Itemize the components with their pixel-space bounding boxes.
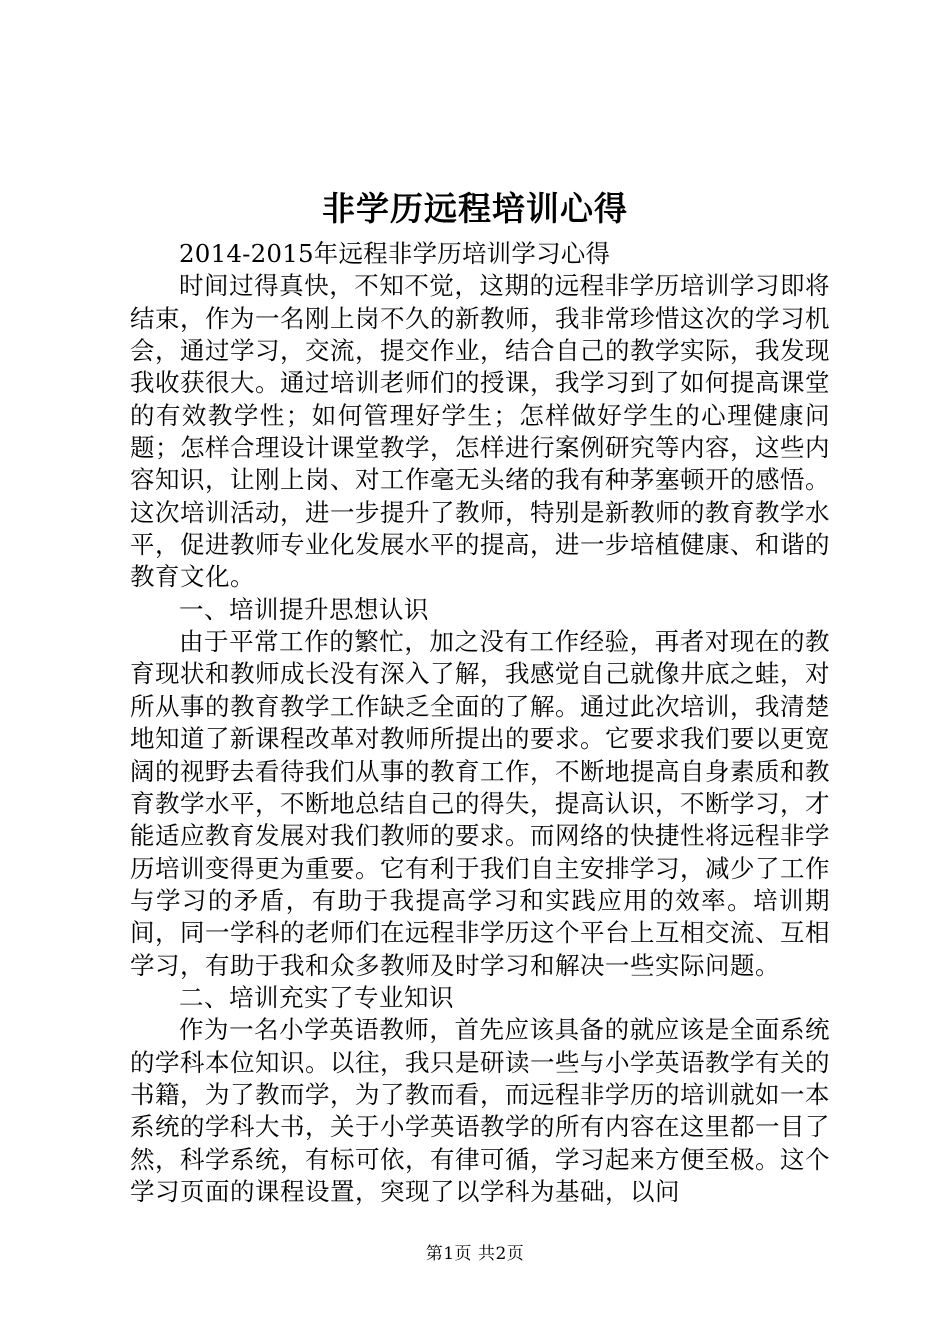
document-subtitle: 2014-2015年远程非学历培训学习心得 [179, 239, 611, 268]
page-number-footer: 第1页 共2页 [425, 1244, 525, 1264]
section-2-paragraph: 作为一名小学英语教师，首先应该具备的就应该是全面系统的学科本位知识。以往，我只是研读一些与小学英语教学有关的书籍，为了教而学，为了教而看，而远程非学历的培训就如一本系统的学科大书，关于小学英语教学的所有内容在这里都一目了然，科学系统，有标可依，有律可循，学习起来方便至极。这个学习页面的课程设置，突现了以学科为基础，以问 [130, 1015, 830, 1206]
section-1-paragraph: 由于平常工作的繁忙，加之没有工作经验，再者对现在的教育现状和教师成长没有深入了解，我感觉自己就像井底之蛙，对所从事的教育教学工作缺乏全面的了解。通过此次培训，我清楚地知道了新课程改革对教师所提出的要求。它要求我们要以更宽阔的视野去看待我们从事的教育工作，不断地提高自身素质和教育教学水平，不断地总结自己的得失，提高认识，不断学习，才能适应教育发展对我们教师的要求。而网络的快捷性将远程非学历培训变得更为重要。它有利于我们自主安排学习，减少了工作与学习的矛盾，有助于我提高学习和实践应用的效率。培训期间，同一学科的老师们在远程非学历这个平台上互相交流、互相学习，有助于我和众多教师及时学习和解决一些实际问题。 [130, 627, 830, 980]
intro-paragraph: 时间过得真快，不知不觉，这期的远程非学历培训学习即将结束，作为一名刚上岗不久的新教师，我非常珍惜这次的学习机会，通过学习，交流，提交作业，结合自己的教学实际，我发现我收获很大。通过培训老师们的授课，我学习到了如何提高课堂的有效教学性；如何管理好学生；怎样做好学生的心理健康问题；怎样合理设计课堂教学，怎样进行案例研究等内容，这些内容知识，让刚上岗、对工作毫无头绪的我有种茅塞顿开的感悟。这次培训活动，进一步提升了教师，特别是新教师的教育教学水平，促进教师专业化发展水平的提高，进一步培植健康、和谐的教育文化。 [130, 271, 830, 592]
section-1-heading: 一、培训提升思想认识 [179, 594, 429, 624]
document-body [130, 238, 830, 1208]
document-title: 非学历远程培训心得 [322, 189, 628, 228]
section-2-heading: 二、培训充实了专业知识 [179, 982, 454, 1012]
